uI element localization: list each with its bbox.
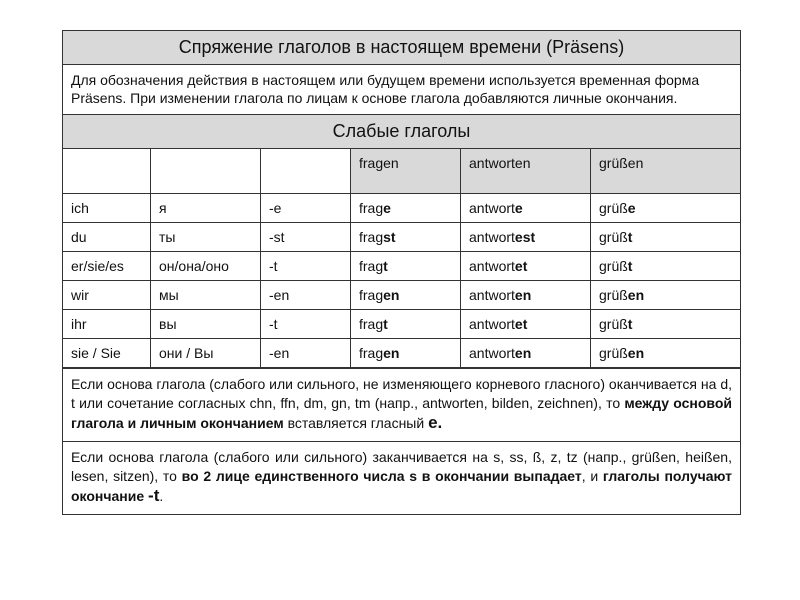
table-header-row [63,149,740,193]
header-empty-cell [63,149,151,193]
verb-form-cell [591,309,741,338]
verb-stem: antwort [469,315,515,332]
verb-stem: grüß [599,228,628,245]
pronoun-cell: ich [63,193,151,222]
verb-ending: e [383,199,391,216]
verb-form-cell [351,280,461,309]
verb-stem: grüß [599,257,628,274]
header-empty-cell [151,149,261,193]
verb-form-cell [591,280,741,309]
verb-ending: en [514,286,532,303]
ending-letter: -t [148,485,160,505]
verb-ending: et [514,257,528,274]
verb-form-cell [461,193,591,222]
header-verb-antworten: antworten [461,149,591,193]
verb-form-cell [461,309,591,338]
translation-cell: я [151,193,261,222]
verb-stem: antwort [469,344,515,361]
verb-stem: frag [359,257,384,274]
pronoun-cell: sie / Sie [63,338,151,367]
translation-cell: ты [151,222,261,251]
verb-ending: en [627,286,645,303]
verb-stem: antwort [469,286,515,303]
ending-cell: -e [261,193,351,222]
verb-stem: grüß [599,286,628,303]
verb-ending: t [627,315,633,332]
verb-form-cell [351,338,461,367]
translation-cell: мы [151,280,261,309]
verb-form-cell [461,280,591,309]
verb-ending: t [383,257,388,274]
ending-cell: -t [261,251,351,280]
verb-ending: et [514,315,528,332]
translation-cell: вы [151,309,261,338]
verb-ending: est [514,228,536,245]
verb-stem: frag [359,286,384,303]
verb-form-cell [591,251,741,280]
verb-form-cell [461,251,591,280]
verb-ending: e [514,199,523,216]
verb-form-cell [351,222,461,251]
verb-form-cell [591,193,741,222]
verb-stem: antwort [469,228,515,245]
inserted-vowel: е. [428,412,443,432]
verb-ending: en [383,344,400,361]
verb-stem: grüß [599,199,628,216]
verb-form-cell [351,193,461,222]
ending-cell: -en [261,338,351,367]
ending-cell: -st [261,222,351,251]
verb-ending: t [627,257,633,274]
header-verb-gruessen: grüßen [591,149,741,193]
note-emphasis: во 2 лице единственного числа s в окончании выпадает [181,467,582,484]
table-row [63,222,740,251]
table-row [63,251,740,280]
conjugation-sheet [62,30,741,515]
verb-stem: antwort [469,257,515,274]
translation-cell: они / Вы [151,338,261,367]
table-row [63,338,740,367]
verb-stem: frag [359,228,384,245]
verb-stem: grüß [599,344,628,361]
table-row [63,280,740,309]
verb-stem: grüß [599,315,628,332]
ending-cell: -en [261,280,351,309]
pronoun-cell: wir [63,280,151,309]
ending-cell: -t [261,309,351,338]
verb-stem: frag [359,344,384,361]
verb-stem: frag [359,315,384,332]
verb-stem: antwort [469,199,515,216]
verb-ending: en [514,344,532,361]
verb-ending: t [383,315,388,332]
table-row [63,193,740,222]
header-verb-fragen: fragen [351,149,461,193]
pronoun-cell: ihr [63,309,151,338]
table-row [63,309,740,338]
note-emphasis: между основой глагола и личным окончанием [71,394,732,431]
verb-form-cell [591,338,741,367]
header-empty-cell [261,149,351,193]
intro-paragraph: Для обозначения действия в настоящем или будущем времени используется временная форма Präsens. При изменении глагола по лицам к основе глагола добавляются личные окончания. [63,65,740,115]
verb-stem: frag [359,199,384,216]
verb-form-cell [591,222,741,251]
verb-ending: t [627,228,633,245]
verb-ending: en [627,344,645,361]
verb-ending: en [383,286,400,303]
pronoun-cell: du [63,222,151,251]
note-sibilant-stem: Если основа глагола (слабого или сильного) заканчивается на s, ss, ß, z, tz (напр., grüßen, heißen, lesen, sitzen), то во 2 лице единственного числа s в окончании выпадает, и глаголы получают окончание -t. [63,441,740,514]
verb-ending: e [627,199,636,216]
verb-form-cell [351,309,461,338]
pronoun-cell: er/sie/es [63,251,151,280]
verb-form-cell [351,251,461,280]
verb-form-cell [461,338,591,367]
page-title: Спряжение глаголов в настоящем времени (Präsens) [63,31,740,65]
section-subtitle: Слабые глаголы [63,115,740,149]
verb-form-cell [461,222,591,251]
conjugation-table [63,149,740,368]
note-emphasis: глаголы получают окончание [71,467,732,504]
translation-cell: он/она/оно [151,251,261,280]
verb-ending: st [383,228,396,245]
note-dental-stem: Если основа глагола (слабого или сильного, не изменяющего корневого гласного) оканчивается на d, t или сочетание согласных chn, ffn, dm, gn, tm (напр., antworten, bilden, zeichnen), то между основой глагола и личным окончанием вставляется гласный е. [63,368,740,441]
